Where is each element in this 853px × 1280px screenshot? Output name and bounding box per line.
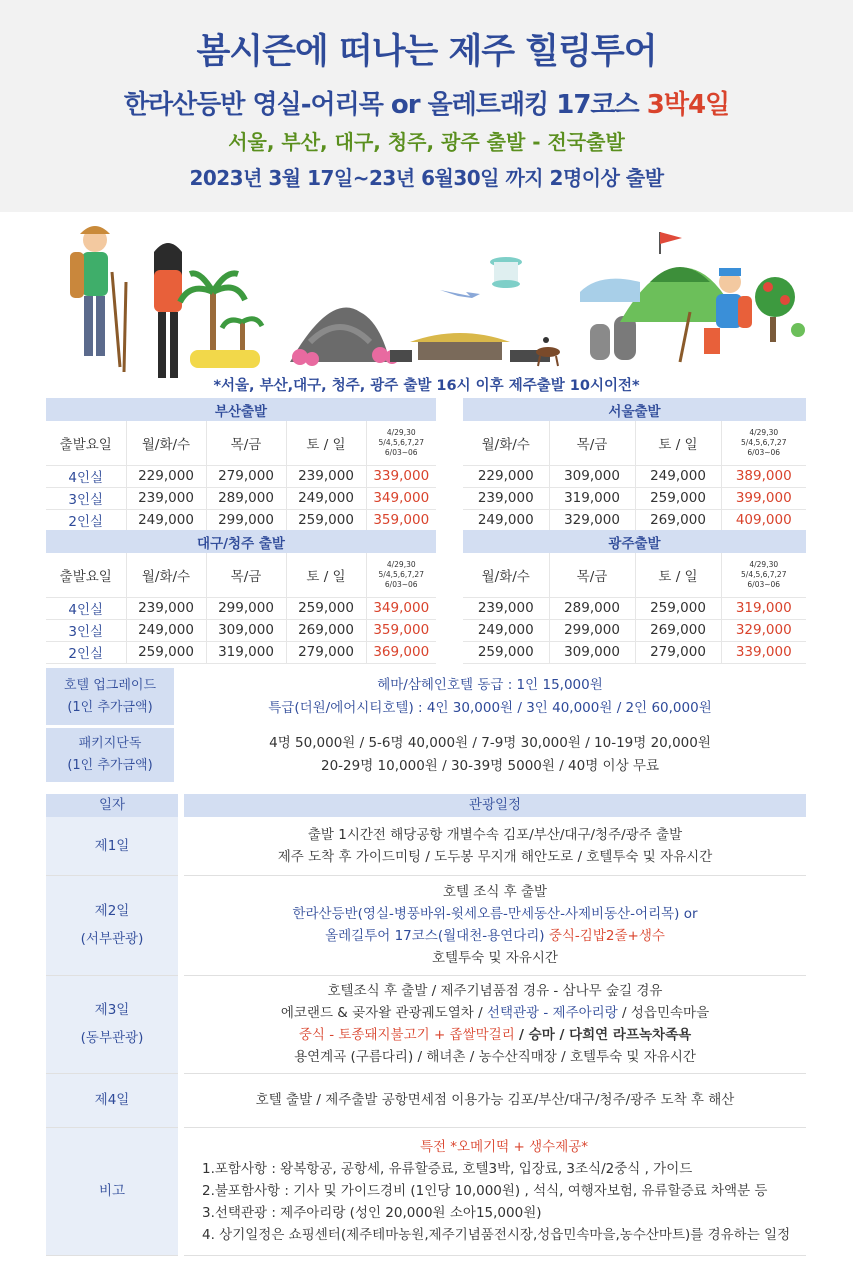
col-header: 월/화/수	[463, 553, 549, 597]
col-header: 목/금	[206, 421, 286, 465]
col-header: 토 / 일	[286, 553, 366, 597]
flag-icon	[660, 232, 682, 254]
col-header-day: 일자	[46, 794, 181, 817]
col-header: 토 / 일	[635, 553, 721, 597]
col-header: 목/금	[549, 553, 635, 597]
col-header-peak: 4/29,30 5/4,5,6,7,27 6/03~06	[721, 553, 806, 597]
col-header: 목/금	[206, 553, 286, 597]
col-header: 월/화/수	[463, 421, 549, 465]
table-row: 249,000 329,000 269,000 409,000	[463, 509, 806, 531]
tour-period: 2023년 3월 17일~23년 6월30일 까지 2명이상 출발	[189, 166, 664, 190]
table-row: 239,000 289,000 259,000 319,000	[463, 597, 806, 619]
table-row: 4인실 239,000 299,000 259,000 349,000	[46, 597, 436, 619]
page-subtitle	[0, 84, 853, 121]
table-row: 4인실 229,000 279,000 239,000 339,000	[46, 465, 436, 487]
col-header: 출발요일	[46, 553, 126, 597]
col-header: 월/화/수	[126, 421, 206, 465]
departure-time-note: *서울, 부산,대구, 청주, 광주 출발 16시 이후 제주출발 10시이전*	[213, 378, 640, 394]
table-title: 대구/청주 출발	[46, 530, 436, 553]
hiker-girl-illustration	[124, 243, 182, 378]
table-row: 249,000 299,000 269,000 329,000	[463, 619, 806, 641]
table-row: 239,000 319,000 259,000 399,000	[463, 487, 806, 509]
hotel-upgrade-label: 호텔 업그레이드 (1인 추가금액)	[46, 668, 174, 725]
price-table-daegu-cheongju	[46, 530, 436, 664]
col-header: 출발요일	[46, 421, 126, 465]
header-banner	[0, 0, 853, 212]
col-header-plan: 관광일정	[181, 794, 806, 817]
subtitle-main: 한라산등반 영실-어리목 or 올레트래킹 17코스	[123, 90, 639, 120]
tower-illustration	[490, 257, 522, 288]
table-title: 서울출발	[463, 398, 806, 421]
itinerary-table	[46, 794, 806, 1256]
table-row: 3인실 249,000 309,000 269,000 359,000	[46, 619, 436, 641]
package-details: 4명 50,000원 / 5-6명 40,000원 / 7-9명 30,000원 / 10-19명 20,000원 20-29명 10,000원 / 30-39명 5000원 / 40명 이상 무료	[269, 735, 711, 774]
col-header: 월/화/수	[126, 553, 206, 597]
camellia-bush-illustration	[755, 277, 805, 342]
hiker-woman-illustration	[70, 226, 120, 367]
package-label: 패키지단독 (1인 추가금액)	[46, 728, 174, 782]
col-header-peak: 4/29,30 5/4,5,6,7,27 6/03~06	[366, 421, 436, 465]
page-title: 봄시즌에 떠나는 제주 힐링투어	[196, 32, 657, 72]
airplane-icon	[440, 290, 480, 298]
subtitle-duration: 3박4일	[646, 90, 730, 120]
col-header: 토 / 일	[286, 421, 366, 465]
table-row: 2인실 249,000 299,000 259,000 359,000	[46, 509, 436, 531]
price-table-seoul	[463, 398, 806, 532]
traditional-house-illustration	[390, 333, 550, 362]
table-title: 부산출발	[46, 398, 436, 421]
price-table-busan	[46, 398, 436, 532]
hotel-upgrade-details: 헤마/삼헤인호텔 동급 : 1인 15,000원 특급(더원/에어시티호텔) : 4인 30,000원 / 3인 40,000원 / 2인 60,000원	[268, 676, 712, 716]
itinerary-row-day4: 제4일 호텔 출발 / 제주출발 공항면세점 이용가능 김포/부산/대구/청주/광주 도착 후 해산	[46, 1073, 806, 1127]
departure-cities: 서울, 부산, 대구, 청주, 광주 출발 - 전국출발	[228, 130, 625, 154]
col-header: 목/금	[549, 421, 635, 465]
itinerary-row-remarks: 비고 특전 *오메기떡 + 생수제공* 1.포함사항 : 왕복항공, 공항세, 유류할증료, 호텔3박, 입장료, 3조식/2중식 , 가이드 2.불포함사항 : 기사 및 가이드경비 (1인당 10,000원) , 석식, 여행자보험, 유류할증료 차액분 등 3.선택관광 : 제주아리랑 (성인 20,000원 소아15,000원) 4. 상기일정은 쇼핑센터(제주테마농원,제주기념품전시장,성읍민속마을,농수산마트)를 경유하는 일정	[46, 1127, 806, 1255]
palm-tree-illustration	[180, 273, 262, 362]
col-header-peak: 4/29,30 5/4,5,6,7,27 6/03~06	[366, 553, 436, 597]
table-title: 광주출발	[463, 530, 806, 553]
table-row: 3인실 239,000 289,000 249,000 349,000	[46, 487, 436, 509]
table-row: 259,000 309,000 279,000 339,000	[463, 641, 806, 663]
col-header-peak: 4/29,30 5/4,5,6,7,27 6/03~06	[721, 421, 806, 465]
package-section	[46, 728, 806, 782]
table-row: 2인실 259,000 319,000 279,000 369,000	[46, 641, 436, 663]
hotel-upgrade-section	[46, 668, 806, 725]
dol-hareubang-illustration	[590, 316, 636, 360]
itinerary-row-day3: 제3일 (동부관광) 호텔조식 후 출발 / 제주기념품점 경유 - 삼나무 숲길 경유 에코랜드 & 곶자왈 관광궤도열차 / 선택관광 - 제주아리랑 / 성읍민속마을 중식 - 토종돼지불고기 + 좁쌀막걸리 / 승마 / 다희연 라프녹차족욕 용연계곡 (구름다리) / 해녀촌 / 농수산직매장 / 호텔투숙 및 자유시간	[46, 975, 806, 1073]
col-header: 토 / 일	[635, 421, 721, 465]
table-row: 229,000 309,000 249,000 389,000	[463, 465, 806, 487]
itinerary-row-day1: 제1일 출발 1시간전 해당공항 개별수속 김포/부산/대구/청주/광주 출발 제주 도착 후 가이드미팅 / 도두봉 무지개 해안도로 / 호텔투숙 및 자유시간	[46, 817, 806, 875]
jeju-illustration	[40, 212, 813, 378]
price-table-gwangju	[463, 530, 806, 664]
itinerary-row-day2: 제2일 (서부관광) 호텔 조식 후 출발 한라산등반(영실-병풍바위-윗세오름-만세동산-사제비동산-어리목) or 올레길투어 17코스(월대천-용연다리) 중식-김밥2줄+생수 호텔투숙 및 자유시간	[46, 875, 806, 975]
